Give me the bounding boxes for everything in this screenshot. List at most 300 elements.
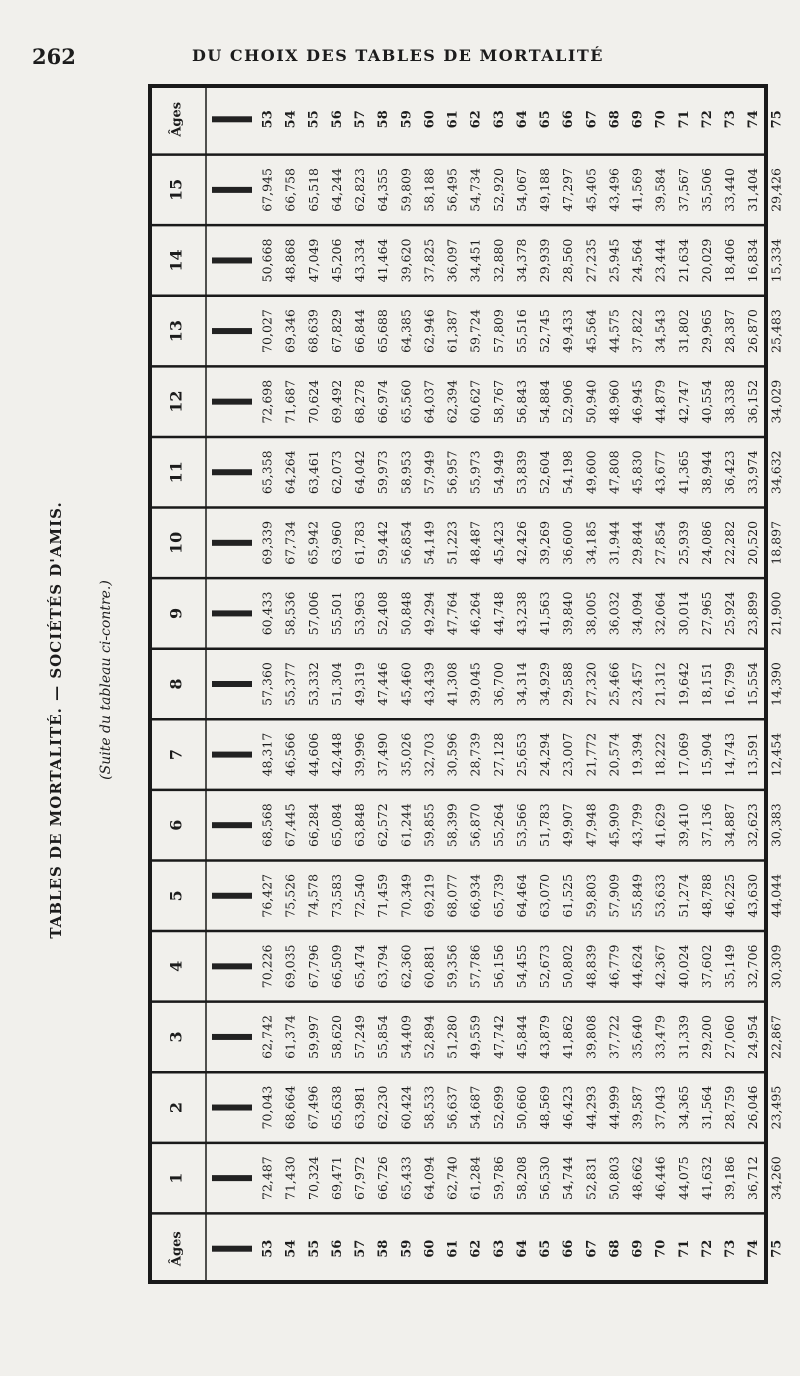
table-cell: 39,045 [467,662,483,706]
table-cell: 52,831 [583,1156,599,1200]
age-cell-right: 65 [538,110,554,129]
table-cell: 23,444 [652,238,668,283]
table-cell: 25,924 [722,591,738,636]
caption-title: TABLES DE MORTALITÉ. — SOCIÉTÉS D'AMIS. [47,501,65,939]
table-cell: 32,703 [421,732,437,777]
table-cell: 62,572 [375,803,391,848]
header-rule [212,1246,252,1252]
table-cell: 29,426 [768,168,784,212]
header-rule [212,752,252,758]
table-cell: 45,423 [490,520,506,565]
table-cell: 33,479 [652,1015,668,1059]
table-cell: 76,427 [259,873,275,918]
age-cell-left: 67 [584,1239,600,1258]
table-cell: 66,844 [352,309,368,353]
age-cell-left: 58 [376,1239,392,1258]
table-cell: 47,808 [606,450,622,495]
table-cell: 32,880 [490,238,506,283]
table-cell: 21,634 [675,238,691,283]
table-cell: 48,569 [537,1085,553,1130]
table-cell: 55,973 [467,450,483,495]
table-cell: 34,929 [537,662,553,706]
table-cell: 60,424 [398,1085,414,1130]
header-rule [212,1175,252,1181]
table-cell: 37,136 [698,803,714,848]
age-cell-right: 64 [514,110,530,129]
table-cell: 75,526 [282,873,298,918]
table-cell: 18,897 [768,520,784,565]
mortality-table-svg [148,84,785,1284]
table-cell: 57,909 [606,873,622,918]
table-cell: 65,942 [305,520,321,565]
table-cell: 35,506 [698,168,714,212]
age-cell-right: 70 [653,110,669,129]
age-cell-right: 61 [445,110,461,129]
table-cell: 63,960 [328,520,344,565]
table-cell: 59,973 [375,450,391,495]
table-cell: 63,848 [352,803,368,848]
table-cell: 24,954 [745,1015,761,1059]
table-cell: 62,946 [421,309,437,353]
table-cell: 48,317 [259,732,275,777]
table-cell: 42,747 [675,379,691,424]
table-cell: 46,423 [560,1085,576,1130]
table-cell: 25,483 [768,309,784,353]
table-cell: 51,274 [675,873,691,918]
table-cell: 58,533 [421,1085,437,1130]
table-cell: 44,075 [675,1156,691,1200]
age-cell-right: 55 [306,110,322,129]
table-cell: 23,457 [629,662,645,706]
table-cell: 52,699 [490,1085,506,1130]
table-cell: 58,767 [490,379,506,424]
table-cell: 64,244 [328,168,344,212]
table-cell: 62,230 [375,1085,391,1130]
table-cell: 60,433 [259,591,275,636]
table-cell: 40,024 [675,944,691,989]
table-cell: 49,907 [560,803,576,848]
table-cell: 22,867 [768,1015,784,1059]
table-cell: 61,244 [398,803,414,848]
table-cell: 64,264 [282,450,298,495]
table-cell: 70,324 [305,1156,321,1200]
table-cell: 54,687 [467,1085,483,1130]
age-header-right: Âges [169,101,185,137]
table-cell: 45,405 [583,168,599,212]
table-cell: 34,451 [467,238,483,283]
header-rule [212,399,252,405]
age-header-left: Âges [169,1231,185,1267]
table-cell: 39,584 [652,168,668,212]
column-header-15: 15 [166,178,186,202]
table-cell: 61,387 [444,309,460,353]
table-cell: 46,566 [282,732,298,777]
age-cell-right: 69 [630,110,646,129]
table-cell: 25,945 [606,238,622,283]
table-cell: 53,839 [513,450,529,495]
running-head: DU CHOIX DES TABLES DE MORTALITÉ [192,46,604,65]
table-cell: 24,564 [629,238,645,283]
table-cell: 56,156 [490,944,506,989]
table-cell: 36,152 [745,379,761,424]
table-cell: 52,920 [490,168,506,212]
table-cell: 67,496 [305,1085,321,1130]
table-cell: 34,260 [768,1156,784,1200]
table-cell: 56,495 [444,168,460,212]
table-cell: 48,868 [282,238,298,283]
table-cell: 46,945 [629,379,645,424]
table-cell: 56,530 [537,1156,553,1200]
table-cell: 66,758 [282,168,298,212]
table-cell: 37,602 [698,944,714,989]
age-cell-right: 68 [607,110,623,129]
table-cell: 52,673 [537,944,553,989]
page-number: 262 [32,44,76,69]
table-cell: 54,067 [513,168,529,212]
table-cell: 70,043 [259,1085,275,1130]
table-cell: 65,638 [328,1085,344,1130]
table-cell: 67,734 [282,520,298,565]
table-cell: 52,894 [421,1015,437,1059]
table-cell: 41,464 [375,238,391,283]
table-cell: 18,222 [652,732,668,777]
table-cell: 31,944 [606,520,622,565]
table-cell: 27,128 [490,732,506,777]
table-cell: 47,742 [490,1015,506,1059]
table-cell: 31,339 [675,1015,691,1059]
table-cell: 70,226 [259,944,275,989]
table-cell: 65,084 [328,803,344,848]
table-cell: 68,278 [352,379,368,424]
age-cell-left: 70 [653,1239,669,1258]
table-cell: 32,623 [745,803,761,848]
table-cell: 57,006 [305,591,321,636]
table-cell: 15,334 [768,238,784,283]
age-cell-right: 67 [584,110,600,129]
table-cell: 25,939 [675,520,691,565]
table-cell: 30,014 [675,591,691,636]
header-rule [212,610,252,616]
table-cell: 27,320 [583,662,599,706]
table-cell: 63,981 [352,1085,368,1130]
table-cell: 69,471 [328,1156,344,1200]
table-cell: 41,563 [537,591,553,636]
age-cell-right: 58 [376,110,392,129]
table-cell: 29,200 [698,1015,714,1059]
table-cell: 43,496 [606,168,622,212]
age-cell-right: 59 [399,110,415,129]
table-cell: 37,722 [606,1015,622,1059]
table-cell: 40,554 [698,379,714,424]
table-cell: 62,740 [444,1156,460,1200]
table-cell: 48,839 [583,944,599,989]
table-cell: 21,772 [583,732,599,777]
table-cell: 16,834 [745,238,761,283]
table-cell: 71,459 [375,873,391,918]
table-cell: 69,035 [282,944,298,989]
table-cell: 64,385 [398,309,414,353]
table-cell: 65,358 [259,450,275,495]
table-cell: 65,688 [375,309,391,353]
table-cell: 53,633 [652,873,668,918]
table-cell: 44,293 [583,1085,599,1130]
table-cell: 51,783 [537,803,553,848]
table-cell: 54,149 [421,520,437,565]
table-cell: 65,560 [398,379,414,424]
table-cell: 62,742 [259,1015,275,1059]
table-cell: 37,567 [675,168,691,212]
table-cell: 26,870 [745,309,761,353]
table-cell: 24,294 [537,732,553,777]
table-cell: 41,365 [675,450,691,495]
header-rule [212,822,252,828]
age-cell-right: 57 [353,110,369,129]
table-cell: 41,632 [698,1156,714,1200]
table-cell: 34,029 [768,379,784,424]
table-cell: 18,406 [722,238,738,283]
table-cell: 37,822 [629,309,645,353]
table-cell: 65,518 [305,168,321,212]
table-cell: 28,739 [467,732,483,777]
table-cell: 39,840 [560,591,576,636]
table-cell: 57,809 [490,309,506,353]
age-cell-right: 53 [260,110,276,129]
age-cell-left: 66 [561,1239,577,1258]
table-cell: 39,587 [629,1085,645,1130]
table-cell: 58,620 [328,1015,344,1059]
table-cell: 54,744 [560,1156,576,1200]
table-cell: 64,042 [352,450,368,495]
column-header-5: 5 [166,890,186,902]
table-cell: 33,440 [722,168,738,212]
table-cell: 47,948 [583,803,599,848]
table-cell: 28,387 [722,309,738,353]
table-cell: 64,037 [421,379,437,424]
table-cell: 58,536 [282,591,298,636]
table-cell: 58,399 [444,803,460,848]
table-cell: 13,591 [745,732,761,777]
age-cell-left: 65 [538,1239,554,1258]
table-cell: 32,706 [745,944,761,989]
table-cell: 16,799 [722,662,738,706]
table-cell: 62,823 [352,168,368,212]
column-header-4: 4 [166,960,186,972]
table-cell: 44,748 [490,591,506,636]
table-cell: 68,664 [282,1085,298,1130]
table-cell: 15,904 [698,732,714,777]
table-cell: 64,355 [375,168,391,212]
table-cell: 72,487 [259,1156,275,1200]
table-cell: 52,745 [537,309,553,353]
column-header-1: 1 [166,1172,186,1184]
table-cell: 37,043 [652,1085,668,1130]
table-cell: 48,662 [629,1156,645,1200]
table-cell: 63,461 [305,450,321,495]
table-cell: 55,377 [282,662,298,706]
table-cell: 36,097 [444,238,460,283]
age-cell-left: 60 [422,1239,438,1258]
table-cell: 66,934 [467,873,483,918]
column-header-2: 2 [166,1101,186,1114]
table-cell: 44,044 [768,873,784,918]
table-cell: 64,464 [513,873,529,918]
table-cell: 41,629 [652,803,668,848]
table-cell: 43,334 [352,238,368,283]
side-caption [30,420,130,980]
table-cell: 28,560 [560,238,576,283]
table-cell: 56,854 [398,520,414,565]
table-cell: 12,454 [768,732,784,777]
table-cell: 70,624 [305,379,321,424]
table-cell: 19,642 [675,662,691,706]
header-rule [212,963,252,969]
table-cell: 59,724 [467,309,483,353]
age-cell-left: 53 [260,1239,276,1258]
age-cell-right: 56 [329,110,345,129]
table-cell: 38,944 [698,450,714,495]
age-cell-right: 66 [561,110,577,129]
table-cell: 50,803 [606,1156,622,1200]
table-cell: 19,394 [629,732,645,777]
table-cell: 52,604 [537,450,553,495]
table-cell: 28,759 [722,1085,738,1130]
age-cell-left: 62 [468,1239,484,1258]
table-cell: 48,487 [467,520,483,565]
table-cell: 67,796 [305,944,321,989]
column-header-14: 14 [166,249,186,272]
age-cell-left: 74 [746,1239,762,1258]
table-cell: 67,829 [328,309,344,353]
table-cell: 64,094 [421,1156,437,1200]
table-cell: 31,404 [745,168,761,212]
table-cell: 69,219 [421,873,437,918]
table-cell: 50,940 [583,379,599,424]
table-cell: 18,151 [698,662,714,706]
table-cell: 41,569 [629,168,645,212]
table-cell: 45,830 [629,450,645,495]
header-rule [212,187,252,193]
age-cell-right: 74 [746,110,762,129]
table-cell: 50,848 [398,591,414,636]
table-cell: 43,630 [745,873,761,918]
table-cell: 36,600 [560,520,576,565]
table-cell: 20,520 [745,520,761,565]
header-rule [212,1105,252,1111]
table-cell: 26,046 [745,1085,761,1130]
table-cell: 22,282 [722,520,738,565]
table-cell: 71,430 [282,1156,298,1200]
table-cell: 43,238 [513,591,529,636]
table-cell: 45,844 [513,1015,529,1059]
table-cell: 29,965 [698,309,714,353]
table-cell: 14,390 [768,662,784,706]
table-cell: 55,516 [513,309,529,353]
table-cell: 59,997 [305,1015,321,1059]
table-cell: 23,495 [768,1085,784,1130]
table-cell: 60,881 [421,944,437,989]
table-cell: 59,786 [490,1156,506,1200]
age-cell-right: 60 [422,110,438,129]
table-cell: 27,235 [583,238,599,283]
age-cell-left: 61 [445,1239,461,1258]
table-cell: 45,206 [328,238,344,283]
table-cell: 51,304 [328,662,344,706]
table-cell: 58,953 [398,450,414,495]
header-rule [212,540,252,546]
table-cell: 27,060 [722,1015,738,1059]
age-cell-left: 69 [630,1239,646,1258]
table-cell: 69,346 [282,309,298,353]
age-cell-left: 71 [676,1239,692,1258]
table-cell: 61,284 [467,1156,483,1200]
table-cell: 34,185 [583,520,599,565]
caption-note: (Suite du tableau ci-contre.) [98,580,114,780]
table-cell: 57,949 [421,450,437,495]
table-cell: 57,786 [467,944,483,989]
column-header-12: 12 [166,390,186,413]
table-cell: 66,974 [375,379,391,424]
table-cell: 72,698 [259,379,275,424]
table-cell: 60,627 [467,379,483,424]
table-cell: 56,870 [467,803,483,848]
table-cell: 61,525 [560,873,576,918]
table-cell: 20,574 [606,732,622,777]
column-header-8: 8 [166,678,186,690]
table-cell: 27,965 [698,591,714,636]
table-cell: 37,825 [421,238,437,283]
table-cell: 36,712 [745,1156,761,1200]
age-cell-right: 75 [769,110,785,129]
table-cell: 65,739 [490,873,506,918]
table-cell: 49,433 [560,309,576,353]
table-cell: 24,086 [698,520,714,565]
table-cell: 30,309 [768,944,784,989]
table-cell: 52,408 [375,591,391,636]
table-cell: 73,583 [328,873,344,918]
table-cell: 71,687 [282,379,298,424]
table-cell: 59,855 [421,803,437,848]
mortality-table [148,84,785,1284]
table-cell: 49,559 [467,1015,483,1059]
table-cell: 42,448 [328,732,344,777]
table-cell: 25,466 [606,662,622,706]
table-cell: 63,794 [375,944,391,989]
table-cell: 34,378 [513,238,529,283]
table-cell: 35,149 [722,944,738,989]
table-cell: 52,906 [560,379,576,424]
table-cell: 45,460 [398,662,414,706]
table-cell: 43,677 [652,450,668,495]
table-cell: 23,007 [560,732,576,777]
table-cell: 50,802 [560,944,576,989]
table-cell: 39,996 [352,732,368,777]
table-cell: 30,596 [444,732,460,777]
table-cell: 70,349 [398,873,414,918]
table-cell: 39,808 [583,1015,599,1059]
table-cell: 46,225 [722,873,738,918]
table-cell: 57,360 [259,662,275,706]
table-cell: 61,374 [282,1015,298,1059]
table-cell: 21,900 [768,591,784,636]
table-cell: 34,543 [652,309,668,353]
table-cell: 62,394 [444,379,460,424]
table-cell: 63,070 [537,873,553,918]
table-cell: 49,294 [421,591,437,636]
age-cell-left: 75 [769,1239,785,1258]
table-cell: 34,887 [722,803,738,848]
table-cell: 69,339 [259,520,275,565]
table-cell: 36,032 [606,591,622,636]
